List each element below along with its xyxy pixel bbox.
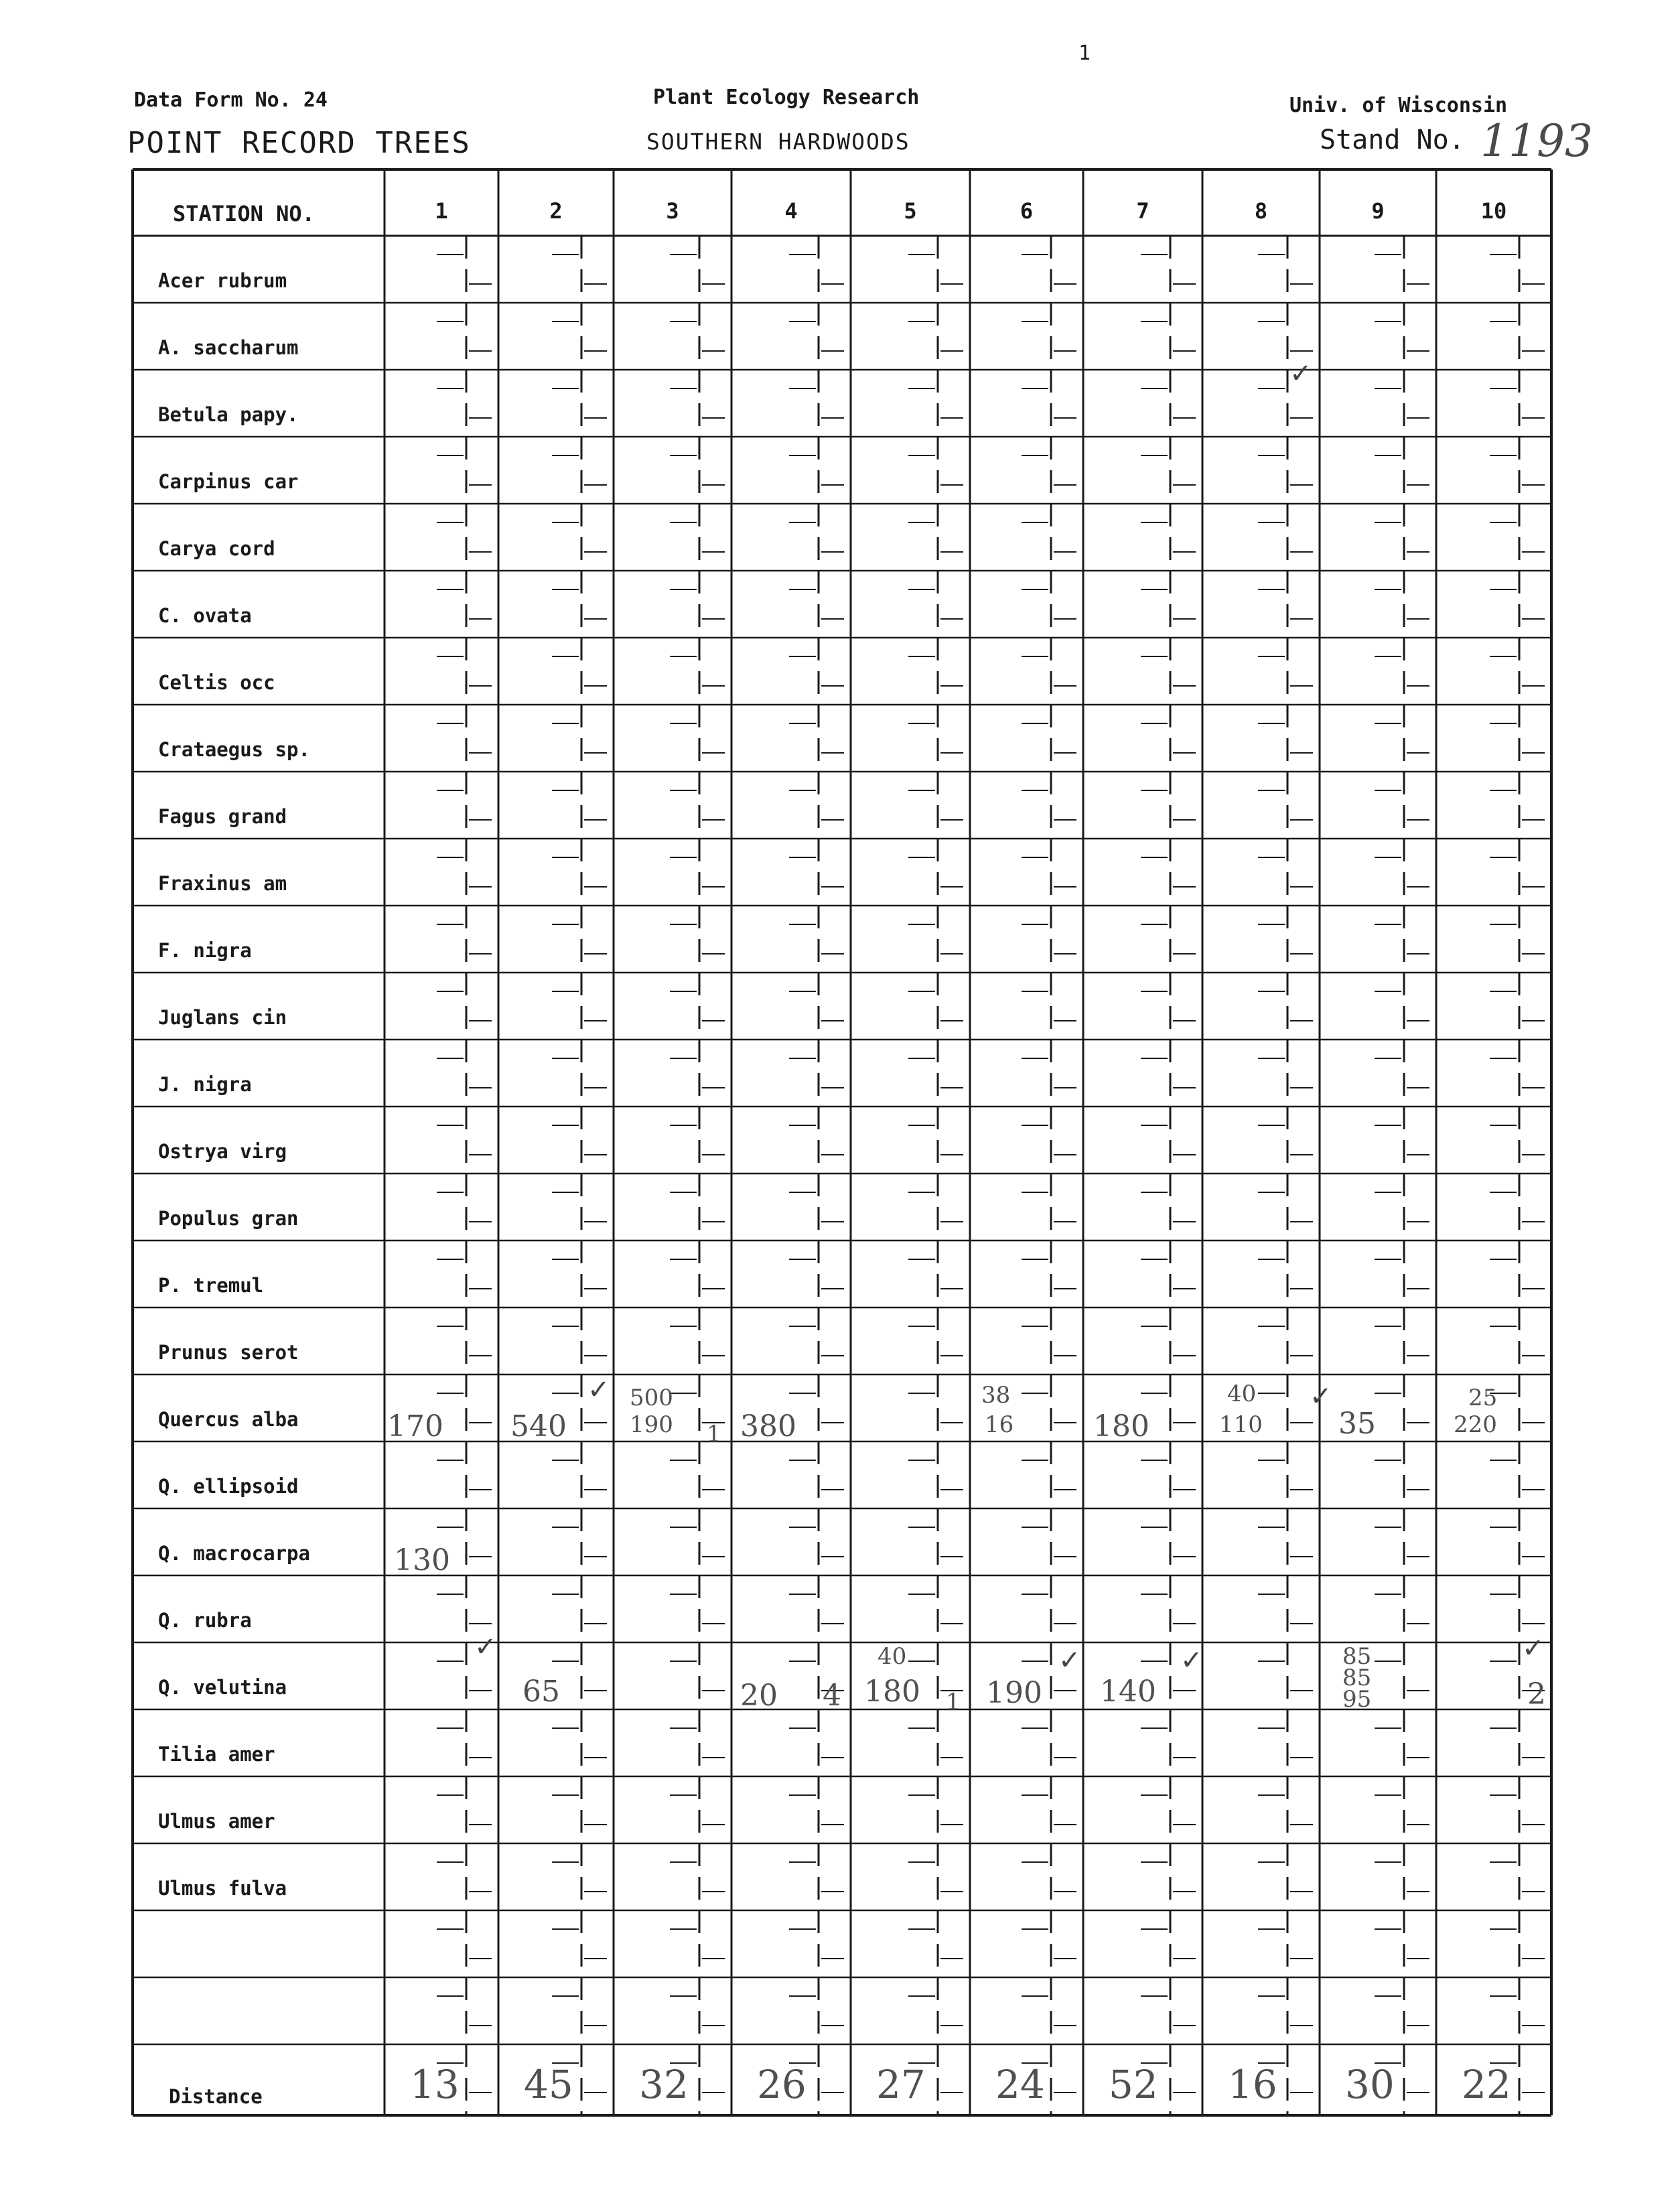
subtitle: SOUTHERN HARDWOODS	[646, 129, 910, 155]
check-mark-icon: ✓	[1522, 1633, 1545, 1664]
qvel-s5-bottom: 180	[864, 1675, 920, 1709]
qvel-s9-a: 85	[1342, 1643, 1372, 1670]
species-label: Juglans cin	[158, 1006, 287, 1029]
qvel-s9-c: 95	[1342, 1686, 1372, 1713]
distance-label: Distance	[169, 2085, 263, 2108]
species-label: Q. rubra	[158, 1609, 252, 1632]
check-mark-icon: ✓	[1180, 1645, 1203, 1676]
station-number: 8	[1254, 198, 1268, 224]
stand-number: 1193	[1480, 115, 1593, 167]
check-mark-icon: ✓	[1058, 1645, 1081, 1676]
station-number: 6	[1020, 198, 1034, 224]
check-mark-icon: ✓	[474, 1632, 497, 1663]
qalba-s7: 180	[1093, 1409, 1149, 1443]
species-label: Fraxinus am	[158, 872, 287, 895]
check-mark-icon: ✓	[587, 1374, 610, 1405]
qvel-s10-count: 2	[1527, 1677, 1546, 1711]
species-label: J. nigra	[158, 1073, 252, 1096]
organization: Plant Ecology Research	[653, 86, 920, 109]
qvel-s5-count: 1	[946, 1689, 961, 1715]
distance-value: 52	[1109, 2062, 1158, 2107]
species-label: Celtis occ	[158, 671, 275, 694]
species-label: A. saccharum	[158, 336, 299, 359]
qalba-s9: 35	[1338, 1407, 1376, 1441]
species-label: Betula papy.	[158, 403, 299, 426]
species-label: Acer rubrum	[158, 269, 287, 292]
distance-value: 22	[1462, 2062, 1511, 2107]
qvel-s2: 65	[522, 1675, 560, 1709]
qalba-s6-top: 38	[981, 1382, 1011, 1409]
qalba-s3-bottom: 190	[630, 1411, 673, 1438]
page-number: 1	[1078, 42, 1091, 65]
station-number: 5	[904, 198, 917, 224]
distance-value: 26	[757, 2062, 807, 2107]
distance-value: 13	[410, 2062, 460, 2107]
species-label: C. ovata	[158, 604, 252, 627]
station-header-label: STATION NO.	[173, 201, 315, 226]
qvel-s6: 190	[986, 1676, 1042, 1710]
qvel-s9-b: 85	[1342, 1665, 1372, 1691]
qvel-s4: 20	[740, 1679, 778, 1713]
species-label: Fagus grand	[158, 805, 287, 828]
stand-label: Stand No.	[1320, 125, 1465, 155]
species-label: P. tremul	[158, 1274, 264, 1297]
species-label: Carya cord	[158, 537, 275, 560]
species-label: Ostrya virg	[158, 1140, 287, 1163]
qalba-s8-bottom: 110	[1219, 1411, 1263, 1438]
distance-value: 27	[876, 2062, 926, 2107]
check-mark-icon: ✓	[1310, 1381, 1332, 1412]
qvel-s7: 140	[1100, 1675, 1156, 1709]
species-label: Carpinus car	[158, 470, 299, 493]
qalba-s8-top: 40	[1227, 1381, 1257, 1407]
species-label: Quercus alba	[158, 1408, 299, 1431]
qmacro-s1: 130	[394, 1543, 450, 1577]
station-number: 1	[435, 198, 448, 224]
species-label: Q. velutina	[158, 1676, 287, 1699]
distance-value: 32	[639, 2062, 689, 2107]
species-label: Q. ellipsoid	[158, 1475, 299, 1498]
species-label: Q. macrocarpa	[158, 1542, 310, 1565]
distance-value: 24	[995, 2062, 1045, 2107]
station-number: 9	[1371, 198, 1385, 224]
station-number: 4	[784, 198, 798, 224]
page-title: POINT RECORD TREES	[127, 126, 471, 160]
qalba-s3-top: 500	[630, 1385, 673, 1411]
species-label: Crataegus sp.	[158, 738, 310, 761]
qalba-s10-bottom: 220	[1454, 1411, 1497, 1438]
form-number: Data Form No. 24	[134, 88, 328, 112]
qalba-s1: 170	[387, 1409, 443, 1443]
species-label: F. nigra	[158, 939, 252, 962]
check-mark-icon: ✓	[1289, 358, 1312, 389]
species-label: Prunus serot	[158, 1341, 299, 1364]
species-label: Ulmus fulva	[158, 1877, 287, 1900]
qvel-s5-top: 40	[878, 1643, 907, 1670]
qalba-s3-count: 1	[707, 1421, 721, 1447]
qalba-s6-bottom: 16	[985, 1411, 1014, 1438]
distance-value: 30	[1345, 2062, 1395, 2107]
station-number: 2	[549, 198, 563, 224]
distance-value: 16	[1228, 2062, 1277, 2107]
qalba-s4: 380	[740, 1409, 796, 1443]
station-number: 10	[1480, 198, 1507, 224]
qvel-s4-count: 4	[823, 1679, 841, 1713]
station-number: 3	[666, 198, 679, 224]
species-label: Ulmus amer	[158, 1810, 275, 1833]
station-number: 7	[1136, 198, 1149, 224]
species-label: Tilia amer	[158, 1743, 275, 1766]
species-label: Populus gran	[158, 1207, 299, 1230]
university: Univ. of Wisconsin	[1289, 94, 1508, 117]
qalba-s10-top: 25	[1468, 1385, 1498, 1411]
distance-value: 45	[524, 2062, 573, 2107]
qalba-s2: 540	[510, 1409, 567, 1443]
